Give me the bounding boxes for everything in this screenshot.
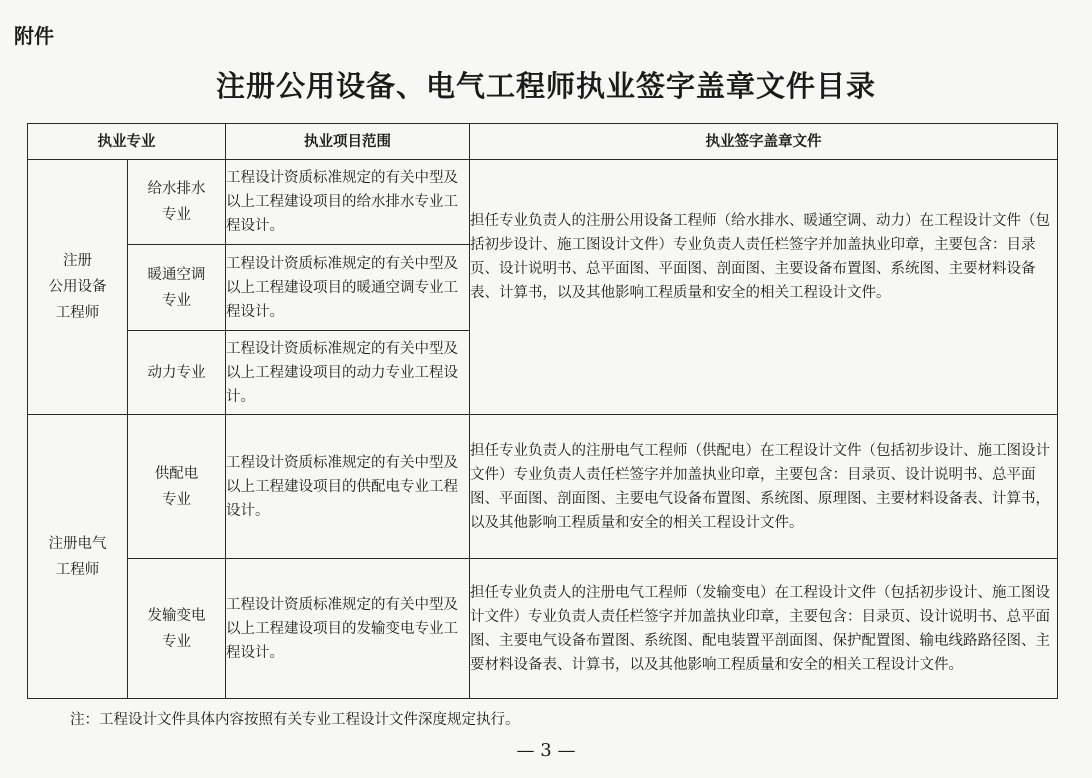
files-cell-mep: 担任专业负责人的注册公用设备工程师（给水排水、暖通空调、动力）在工程设计文件（包括初步设计、施工图设计文件）专业负责人责任栏签字并加盖执业印章，主要包含：目录页、设计说明书、总平面图、平面图、剖面图、主要设备布置图、系统图、主要材料设备表、计算书，以及其他影响工程质量和安全的相关工程设计文件。 [470, 160, 1058, 415]
header-scope: 执业项目范围 [226, 124, 470, 160]
specialty-water [128, 160, 226, 245]
scope-cell: 工程设计资质标准规定的有关中型及以上工程建设项目的给水排水专业工程设计。 [226, 160, 470, 245]
scope-cell: 工程设计资质标准规定的有关中型及以上工程建设项目的暖通空调专业工程设计。 [226, 245, 470, 331]
specialty-hvac [128, 245, 226, 331]
footnote: 注：工程设计文件具体内容按照有关专业工程设计文件深度规定执行。 [70, 712, 520, 728]
category-electrical-engineer [28, 415, 128, 699]
table-row [28, 160, 1058, 245]
specialty-generation-transmission [128, 559, 226, 699]
specialty-label: 给水排水 专业 [147, 181, 206, 223]
category-label: 注册电气 工程师 [48, 535, 107, 578]
table-row [28, 559, 1058, 699]
scope-cell: 工程设计资质标准规定的有关中型及以上工程建设项目的供配电专业工程设计。 [226, 415, 470, 559]
header-specialty: 执业专业 [28, 124, 226, 160]
attachment-label: 附件 [14, 24, 54, 48]
specialty-label: 发输变电 专业 [147, 607, 206, 650]
table-header-row [28, 124, 1058, 160]
table-row [28, 415, 1058, 559]
specialty-label: 暖通空调 专业 [147, 266, 206, 309]
page-number: — 3 — [516, 740, 576, 761]
scope-cell: 工程设计资质标准规定的有关中型及以上工程建设项目的动力专业工程设计。 [226, 331, 470, 415]
category-label: 注册 公用设备 工程师 [48, 253, 107, 321]
category-mep-engineer [28, 160, 128, 415]
specialty-label: 供配电 专业 [154, 465, 199, 508]
catalog-table-container [27, 123, 1058, 699]
specialty-label: 动力专业 [147, 364, 206, 381]
header-files: 执业签字盖章文件 [470, 124, 1058, 160]
files-cell-generation-transmission: 担任专业负责人的注册电气工程师（发输变电）在工程设计文件（包括初步设计、施工图设计文件）专业负责人责任栏签字并加盖执业印章，主要包含：目录页、设计说明书、总平面图、主要电气设备布置图、系统图、配电装置平剖面图、保护配置图、输电线路路径图、主要材料设备表、计算书，以及其他影响工程质量和安全的相关工程设计文件。 [470, 559, 1058, 699]
specialty-power [128, 331, 226, 415]
specialty-power-supply [128, 415, 226, 559]
files-cell-power-supply: 担任专业负责人的注册电气工程师（供配电）在工程设计文件（包括初步设计、施工图设计文件）专业负责人责任栏签字并加盖执业印章，主要包含：目录页、设计说明书、总平面图、平面图、剖面图、主要电气设备布置图、系统图、原理图、主要材料设备表、计算书，以及其他影响工程质量和安全的相关工程设计文件。 [470, 415, 1058, 559]
page-title: 注册公用设备、电气工程师执业签字盖章文件目录 [215, 69, 876, 103]
catalog-table [27, 123, 1058, 699]
scope-cell: 工程设计资质标准规定的有关中型及以上工程建设项目的发输变电专业工程设计。 [226, 559, 470, 699]
